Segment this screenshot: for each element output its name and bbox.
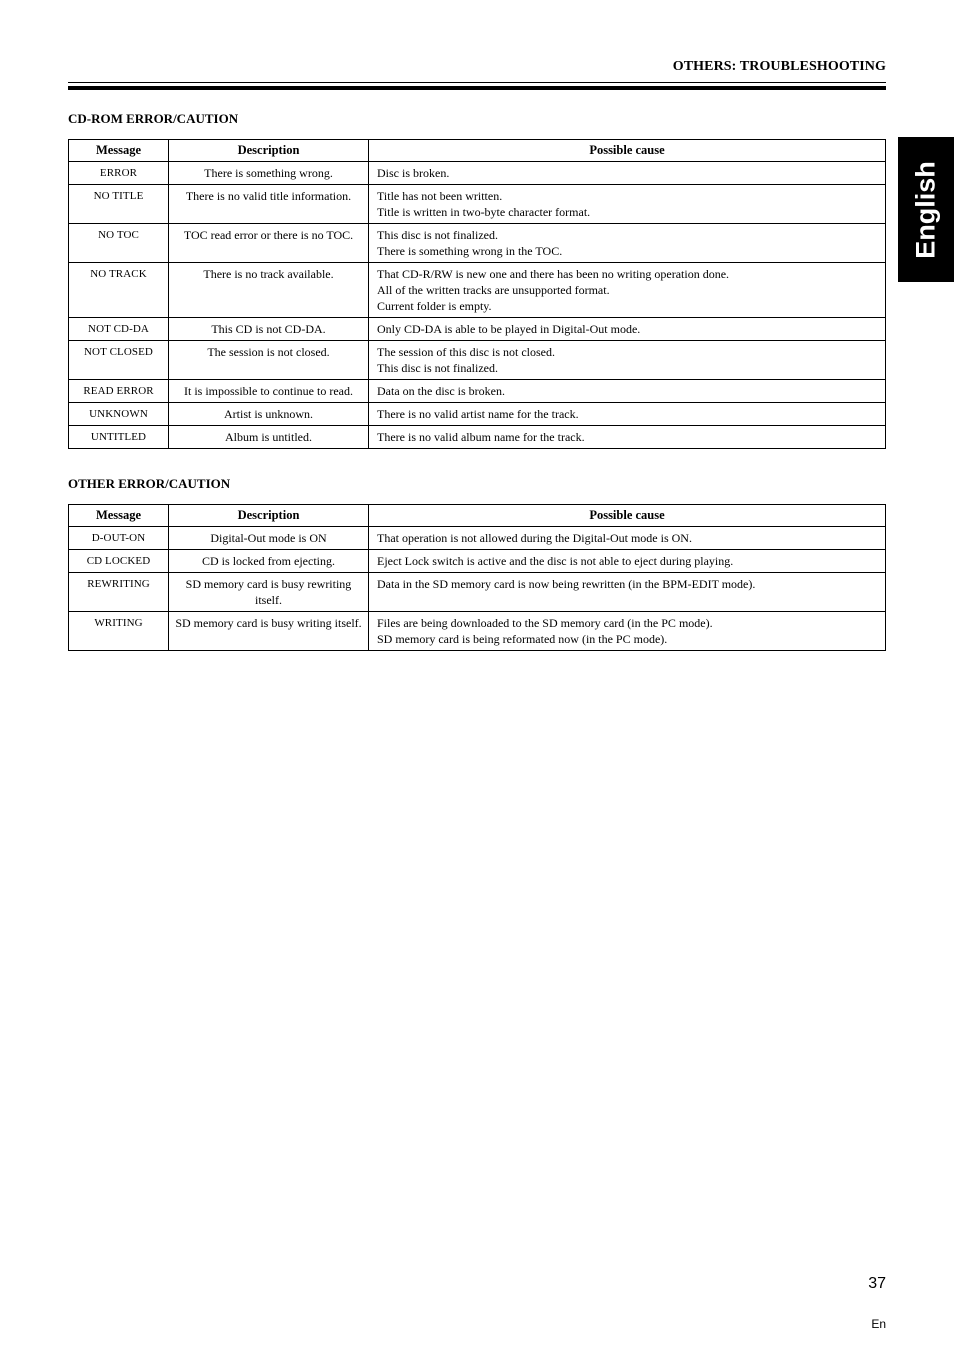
message-cell: NOT CD-DA xyxy=(69,318,169,341)
description-cell: It is impossible to continue to read. xyxy=(169,380,369,403)
cause-line: There is no valid artist name for the track. xyxy=(377,407,579,421)
column-header-message: Message xyxy=(69,140,169,162)
cause-cell xyxy=(369,426,886,449)
description-cell: This CD is not CD-DA. xyxy=(169,318,369,341)
cause-line: That CD-R/RW is new one and there has been no writing operation done. xyxy=(377,267,730,281)
description-cell: There is something wrong. xyxy=(169,162,369,185)
cause-line: This disc is not finalized. xyxy=(377,361,498,375)
cause-cell xyxy=(369,341,886,380)
description-cell: There is no valid title information. xyxy=(169,185,369,224)
message-cell: ERROR xyxy=(69,162,169,185)
column-header-cause: Possible cause xyxy=(369,140,886,162)
cause-line: Data on the disc is broken. xyxy=(377,384,505,398)
cause-line: There is no valid album name for the track. xyxy=(377,430,585,444)
message-cell: UNKNOWN xyxy=(69,403,169,426)
cause-line: There is something wrong in the TOC. xyxy=(377,244,563,258)
cause-line: SD memory card is being reformated now (in the PC mode). xyxy=(377,632,668,646)
cause-cell xyxy=(369,263,886,318)
table-row xyxy=(69,527,886,550)
page-header-title: OTHERS: TROUBLESHOOTING xyxy=(672,59,886,74)
column-header-message: Message xyxy=(69,505,169,527)
message-cell: WRITING xyxy=(69,612,169,651)
description-cell: Digital-Out mode is ON xyxy=(169,527,369,550)
table-row xyxy=(69,403,886,426)
description-cell: The session is not closed. xyxy=(169,341,369,380)
description-cell: Album is untitled. xyxy=(169,426,369,449)
table-header-row xyxy=(69,505,886,527)
other-section-title: OTHER ERROR/CAUTION xyxy=(68,476,231,491)
table-row xyxy=(69,185,886,224)
table-row xyxy=(69,426,886,449)
table-row xyxy=(69,263,886,318)
cause-line: Only CD-DA is able to be played in Digital-Out mode. xyxy=(377,322,641,336)
cause-cell xyxy=(369,380,886,403)
cause-line: Files are being downloaded to the SD memory card (in the PC mode). xyxy=(377,616,713,630)
message-cell: REWRITING xyxy=(69,573,169,612)
table-row xyxy=(69,341,886,380)
language-tab xyxy=(898,137,954,282)
cause-cell xyxy=(369,318,886,341)
cause-cell xyxy=(369,550,886,573)
message-cell: UNTITLED xyxy=(69,426,169,449)
page-number: 37 xyxy=(868,1275,886,1292)
language-tab-label: English xyxy=(910,160,941,259)
cause-line: The session of this disc is not closed. xyxy=(377,345,555,359)
cause-cell xyxy=(369,527,886,550)
cause-line: All of the written tracks are unsupported format. xyxy=(377,283,610,297)
description-cell: Artist is unknown. xyxy=(169,403,369,426)
table-row xyxy=(69,612,886,651)
cause-cell xyxy=(369,573,886,612)
message-cell: NO TITLE xyxy=(69,185,169,224)
cause-line: This disc is not finalized. xyxy=(377,228,498,242)
message-cell: CD LOCKED xyxy=(69,550,169,573)
table-row xyxy=(69,224,886,263)
table-row xyxy=(69,573,886,612)
table-header-row xyxy=(69,140,886,162)
message-cell: NOT CLOSED xyxy=(69,341,169,380)
table-row xyxy=(69,318,886,341)
description-cell: CD is locked from ejecting. xyxy=(169,550,369,573)
description-cell: SD memory card is busy rewriting itself. xyxy=(169,573,369,612)
table-row xyxy=(69,550,886,573)
message-cell: D-OUT-ON xyxy=(69,527,169,550)
cause-cell xyxy=(369,612,886,651)
column-header-description: Description xyxy=(169,140,369,162)
cause-cell xyxy=(369,185,886,224)
message-cell: NO TOC xyxy=(69,224,169,263)
message-cell: READ ERROR xyxy=(69,380,169,403)
cause-line: Title is written in two-byte character format. xyxy=(377,205,591,219)
cause-line: Eject Lock switch is active and the disc is not able to eject during playing. xyxy=(377,554,734,568)
header-rule-thick xyxy=(68,86,886,90)
table-row xyxy=(69,162,886,185)
description-cell: There is no track available. xyxy=(169,263,369,318)
cause-line: Current folder is empty. xyxy=(377,299,492,313)
table-row xyxy=(69,380,886,403)
cause-line: Data in the SD memory card is now being rewritten (in the BPM-EDIT mode). xyxy=(377,577,756,591)
column-header-cause: Possible cause xyxy=(369,505,886,527)
cause-cell xyxy=(369,162,886,185)
cause-line: Title has not been written. xyxy=(377,189,503,203)
header-rule-thin xyxy=(68,82,886,83)
cause-cell xyxy=(369,224,886,263)
column-header-description: Description xyxy=(169,505,369,527)
cdrom-error-table xyxy=(68,139,886,449)
other-error-table xyxy=(68,504,886,651)
cause-line: Disc is broken. xyxy=(377,166,450,180)
page-language-code: En xyxy=(871,1317,886,1331)
message-cell: NO TRACK xyxy=(69,263,169,318)
cause-line: That operation is not allowed during the Digital-Out mode is ON. xyxy=(377,531,692,545)
description-cell: TOC read error or there is no TOC. xyxy=(169,224,369,263)
description-cell: SD memory card is busy writing itself. xyxy=(169,612,369,651)
cause-cell xyxy=(369,403,886,426)
cdrom-section-title: CD-ROM ERROR/CAUTION xyxy=(68,111,239,126)
